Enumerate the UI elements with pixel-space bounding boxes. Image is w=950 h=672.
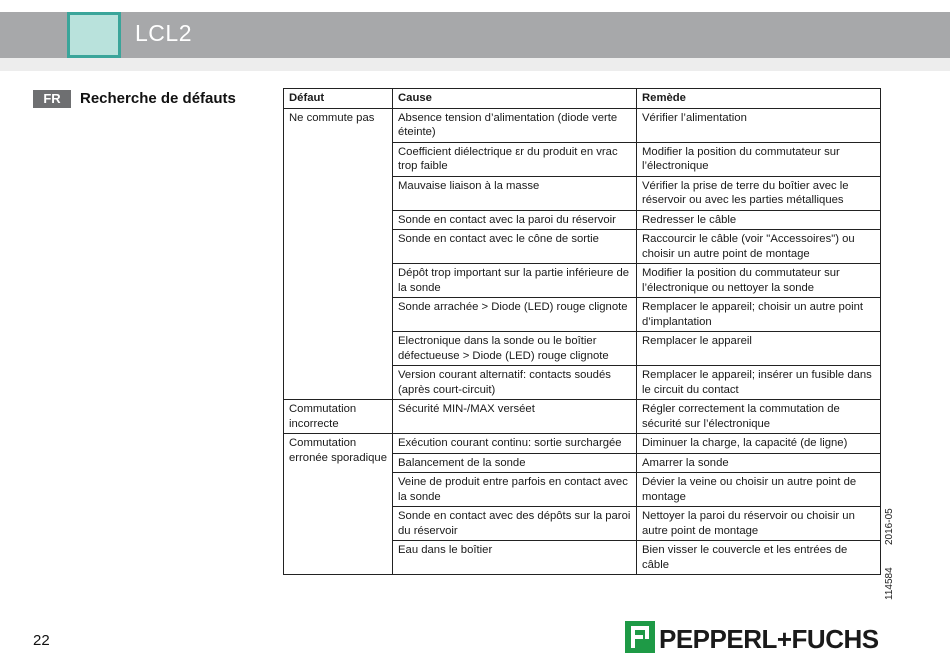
remede-cell: Modifier la position du commutateur sur l’électronique ou nettoyer la sonde [637,264,881,298]
cause-cell: Sonde en contact avec des dépôts sur la paroi du réservoir [393,507,637,541]
header-underline [0,58,950,71]
cause-cell: Exécution courant continu: sortie surchargée [393,434,637,454]
cause-cell: Sonde arrachée > Diode (LED) rouge clignote [393,298,637,332]
brand-name: PEPPERL+FUCHS [659,624,879,654]
defaut-cell: Ne commute pas [284,108,393,400]
cause-cell: Sonde en contact avec la paroi du réservoir [393,210,637,230]
cause-cell: Sonde en contact avec le cône de sortie [393,230,637,264]
cause-cell: Balancement de la sonde [393,453,637,473]
pepperl-fuchs-logo-icon [625,621,655,653]
remede-cell: Amarrer la sonde [637,453,881,473]
cause-cell: Coefficient diélectrique εr du produit en vrac trop faible [393,142,637,176]
doc-logo-square-icon [67,12,121,58]
cause-cell: Eau dans le boîtier [393,541,637,575]
column-header-cause: Cause [393,89,637,109]
cause-cell: Electronique dans la sonde ou le boîtier défectueuse > Diode (LED) rouge clignote [393,332,637,366]
language-badge: FR [33,90,71,108]
remede-cell: Remplacer le appareil; choisir un autre point d’implantation [637,298,881,332]
cause-cell: Version courant alternatif: contacts soudés (après court-circuit) [393,366,637,400]
remede-cell: Bien visser le couvercle et les entrées de câble [637,541,881,575]
table-row [284,400,881,434]
cause-cell: Mauvaise liaison à la masse [393,176,637,210]
table-row [284,108,881,142]
remede-cell: Remplacer le appareil [637,332,881,366]
remede-cell: Régler correctement la commutation de sécurité sur l’électronique [637,400,881,434]
remede-cell: Raccourcir le câble (voir "Accessoires") ou choisir un autre point de montage [637,230,881,264]
table-header-row [284,89,881,109]
remede-cell: Redresser le câble [637,210,881,230]
cause-cell: Dépôt trop important sur la partie inférieure de la sonde [393,264,637,298]
defaut-cell: Commutation erronée sporadique [284,434,393,575]
column-header-defaut: Défaut [284,89,393,109]
remede-cell: Vérifier l’alimentation [637,108,881,142]
remede-cell: Dévier la veine ou choisir un autre point de montage [637,473,881,507]
table-row [284,434,881,454]
remede-cell: Vérifier la prise de terre du boîtier avec le réservoir ou avec les parties métalliques [637,176,881,210]
cause-cell: Absence tension d’alimentation (diode verte éteinte) [393,108,637,142]
remede-cell: Modifier la position du commutateur sur l’électronique [637,142,881,176]
document-number: 114584 [884,567,895,600]
document-title: LCL2 [135,20,192,46]
defaut-cell: Commutation incorrecte [284,400,393,434]
release-date: 2016-05 [884,508,895,545]
column-header-remede: Remède [637,89,881,109]
cause-cell: Veine de produit entre parfois en contact avec la sonde [393,473,637,507]
remede-cell: Diminuer la charge, la capacité (de ligne) [637,434,881,454]
page-number: 22 [33,632,50,649]
troubleshooting-table [283,88,881,575]
section-title: Recherche de défauts [80,90,236,107]
remede-cell: Remplacer le appareil; insérer un fusible dans le circuit du contact [637,366,881,400]
remede-cell: Nettoyer la paroi du réservoir ou choisir un autre point de montage [637,507,881,541]
cause-cell: Sécurité MIN-/MAX verséet [393,400,637,434]
